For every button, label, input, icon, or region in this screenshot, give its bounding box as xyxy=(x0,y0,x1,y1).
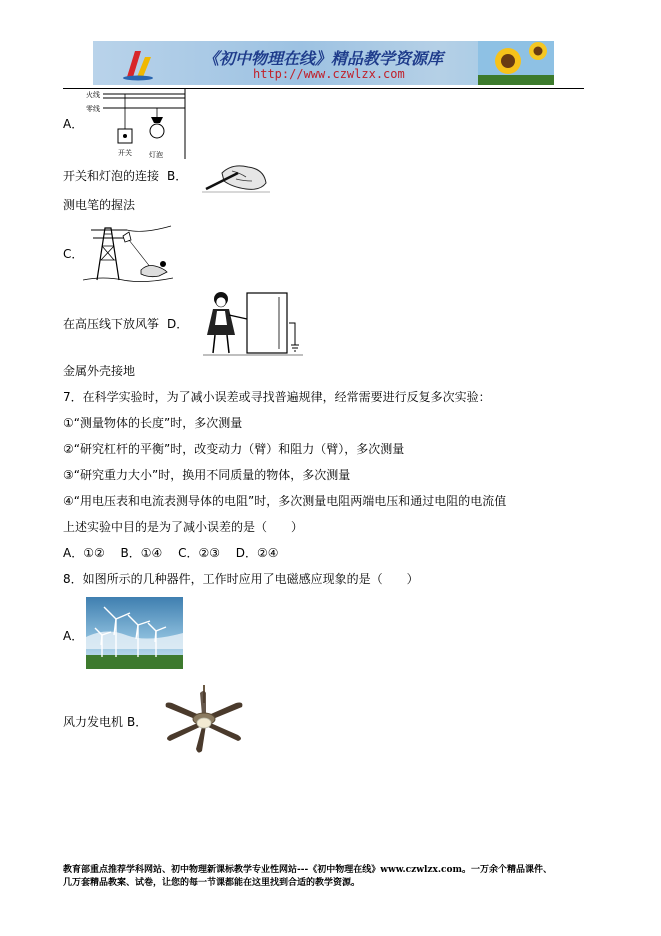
bulb-label: 灯泡 xyxy=(149,151,163,159)
header-banner xyxy=(93,41,554,85)
q7-item-3: ③“研究重力大小”时，换用不同质量的物体，多次测量 xyxy=(63,468,351,482)
q6-option-a-label: A． xyxy=(63,117,84,131)
q6-option-b-label: B． xyxy=(167,169,188,183)
switch-bulb-circuit-figure xyxy=(85,89,187,161)
q8-option-a-caption-line xyxy=(63,714,147,730)
live-wire-label: 火线 xyxy=(86,91,100,99)
q8-option-b-label: B． xyxy=(127,715,148,729)
banner-title: 《初中物理在线》精品教学资源库 xyxy=(203,49,444,68)
q6-option-d-label: D． xyxy=(167,317,189,331)
q6-option-d-caption: 金属外壳接地 xyxy=(63,364,136,378)
q8-stem: 8．如图所示的几种器件，工作时应用了电磁感应现象的是（ ） xyxy=(63,572,419,586)
ceiling-fan-photo xyxy=(156,685,252,757)
site-logo xyxy=(121,47,155,81)
footer-line-1: 教育部重点推荐学科网站、初中物理新课标教学专业性网站---《初中物理在线》www.czwlzx.com。一万余个精品课件、 xyxy=(63,865,553,875)
wind-turbine-photo xyxy=(86,597,183,669)
banner-url: http://www.czwlzx.com xyxy=(253,67,405,81)
footer-line-2: 几万套精品教案、试卷，让您的每一节课都能在这里找到合适的教学资源。 xyxy=(63,878,361,888)
neutral-wire-label: 零线 xyxy=(86,105,100,113)
q6-option-b-caption: 测电笔的握法 xyxy=(63,198,136,212)
metal-case-grounding-figure xyxy=(203,289,303,357)
q7-item-2: ②“研究杠杆的平衡”时，改变动力（臂）和阻力（臂），多次测量 xyxy=(63,442,405,456)
q7-item-1: ①“测量物体的长度”时，多次测量 xyxy=(63,416,243,430)
q6-option-c-caption: 在高压线下放风筝 xyxy=(63,317,160,331)
q7-question: 上述实验中目的是为了减小误差的是（ ） xyxy=(63,520,304,534)
q6-option-c-caption-line xyxy=(63,316,188,332)
sunflower-image xyxy=(478,41,554,85)
switch-label: 开关 xyxy=(118,149,132,157)
q7-item-4: ④“用电压表和电流表测导体的电阻”时，多次测量电阻两端电压和通过电阻的电流值 xyxy=(63,494,507,508)
q8-option-a-caption: 风力发电机 xyxy=(63,715,124,729)
q7-options: A．①② B．①④ C．②③ D．②④ xyxy=(63,546,279,560)
test-pencil-grip-figure xyxy=(202,159,270,193)
kite-under-power-lines-figure xyxy=(83,220,173,284)
q8-option-a-label: A． xyxy=(63,629,84,643)
q6-option-c-label: C． xyxy=(63,247,84,261)
q6-option-a-caption-line xyxy=(63,168,187,184)
q6-option-a-caption: 开关和灯泡的连接 xyxy=(63,169,160,183)
q7-stem: 7．在科学实验时，为了减小误差或寻找普遍规律，经常需要进行反复多次实验： xyxy=(63,390,491,404)
